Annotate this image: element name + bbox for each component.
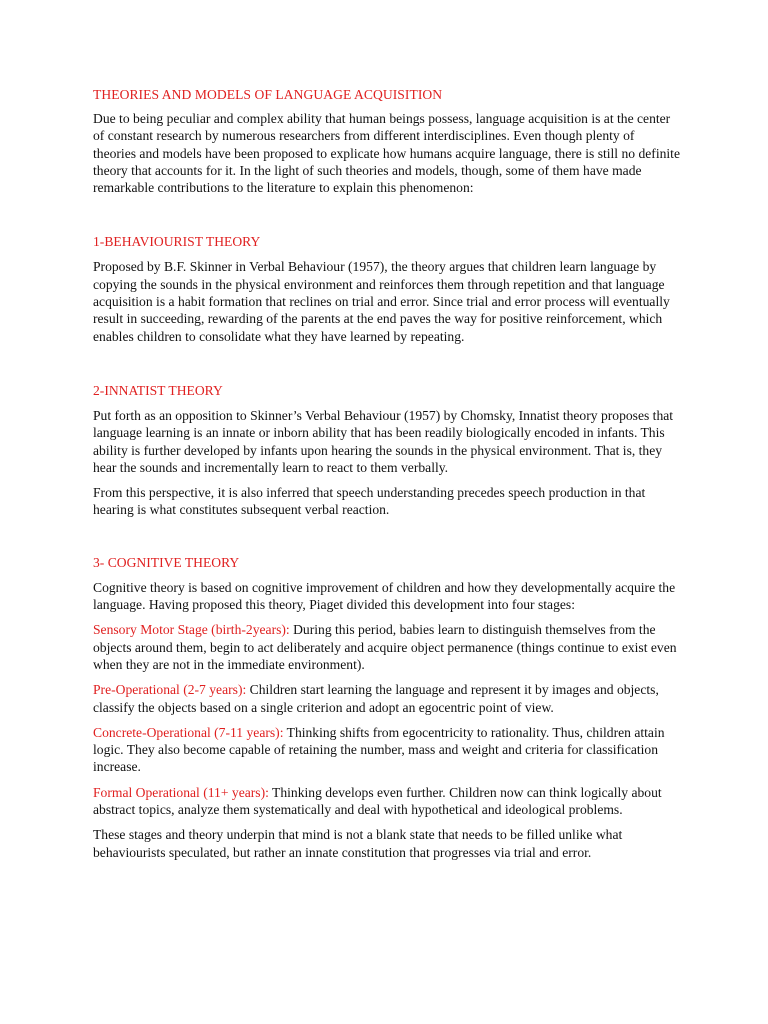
section-heading-cognitive: 3- COGNITIVE THEORY bbox=[93, 554, 240, 570]
spacer bbox=[93, 353, 680, 382]
stage-pre-operational bbox=[93, 681, 680, 716]
spacer bbox=[93, 204, 680, 233]
stage-label: Pre-Operational (2-7 years): bbox=[93, 682, 247, 698]
stage-label: Sensory Motor Stage (birth-2years): bbox=[93, 622, 290, 638]
stage-text: Children start learning the language and represent it by images and objects, classify the objects based on a single criterion and adopt an egocentric point of view. bbox=[93, 682, 659, 715]
stage-text: Thinking develops even further. Children now can think logically about abstract topics, analyze them systematically and deal with hypothetical and ideological problems. bbox=[93, 784, 662, 818]
section-heading-behaviourist: 1-BEHAVIOURIST THEORY bbox=[93, 234, 261, 250]
document-title: THEORIES AND MODELS OF LANGUAGE ACQUISITION bbox=[93, 87, 443, 102]
stage-sensory-motor bbox=[93, 621, 680, 673]
innatist-paragraph-2: From this perspective, it is also inferred that speech understanding precedes speech production in that hearing is what constitutes subsequent verbal reaction. bbox=[93, 485, 646, 518]
cognitive-conclusion-paragraph: These stages and theory underpin that mind is not a blank state that needs to be filled unlike what behaviourists speculated, but rather an innate constitution that progresses via trial and error. bbox=[93, 827, 623, 860]
intro-paragraph: Due to being peculiar and complex ability that human beings possess, language acquisition is at the center of constant research by numerous researchers from different interdisciplines. Even though plenty of theories and models have been proposed to explicate how humans acquire language, there is still no definite theory that accounts for it. In the light of such theories and models, though, some of them have made remarkable contributions to the literature to explain this phenomenon: bbox=[93, 111, 680, 196]
stage-label: Concrete-Operational (7-11 years): bbox=[93, 724, 284, 740]
cognitive-intro-paragraph: Cognitive theory is based on cognitive improvement of children and how they developmentally acquire the language. Having proposed this theory, Piaget divided this development into four stages: bbox=[93, 579, 676, 613]
innatist-paragraph-1: Put forth as an opposition to Skinner’s Verbal Behaviour (1957) by Chomsky, Innatist theory proposes that language learning is an innate or inborn ability that has been readily biologically encoded in infants. This ability is further developed by infants upon hearing the sounds in the physical environment. That is, they hear the sounds and incrementally learn to react to them verbally. bbox=[93, 407, 674, 475]
stage-text: Thinking shifts from egocentricity to rationality. Thus, children attain logic. They also become capable of retaining the number, mass and weight and criteria for classification increase. bbox=[93, 724, 665, 775]
stage-concrete-operational bbox=[93, 724, 680, 776]
stage-text: During this period, babies learn to distinguish themselves from the objects around them, begin to act deliberately and acquire object permanence (things continue to exist even when they are not in the immediate environment). bbox=[93, 622, 677, 672]
behaviourist-paragraph: Proposed by B.F. Skinner in Verbal Behaviour (1957), the theory argues that children learn language by copying the sounds in the physical environment and reinforces them through repetition and that language acquisition is a habit formation that reclines on trial and error. Since trial and error process will eventually result in succeeding, rewarding of the parents at the end paves the way for positive reinforcement, which enables children to consolidate what they have learned by repeating. bbox=[93, 259, 670, 344]
stage-formal-operational bbox=[93, 784, 680, 819]
stage-label: Formal Operational (11+ years): bbox=[93, 784, 269, 800]
spacer bbox=[93, 527, 680, 554]
section-heading-innatist: 2-INNATIST THEORY bbox=[93, 382, 223, 398]
